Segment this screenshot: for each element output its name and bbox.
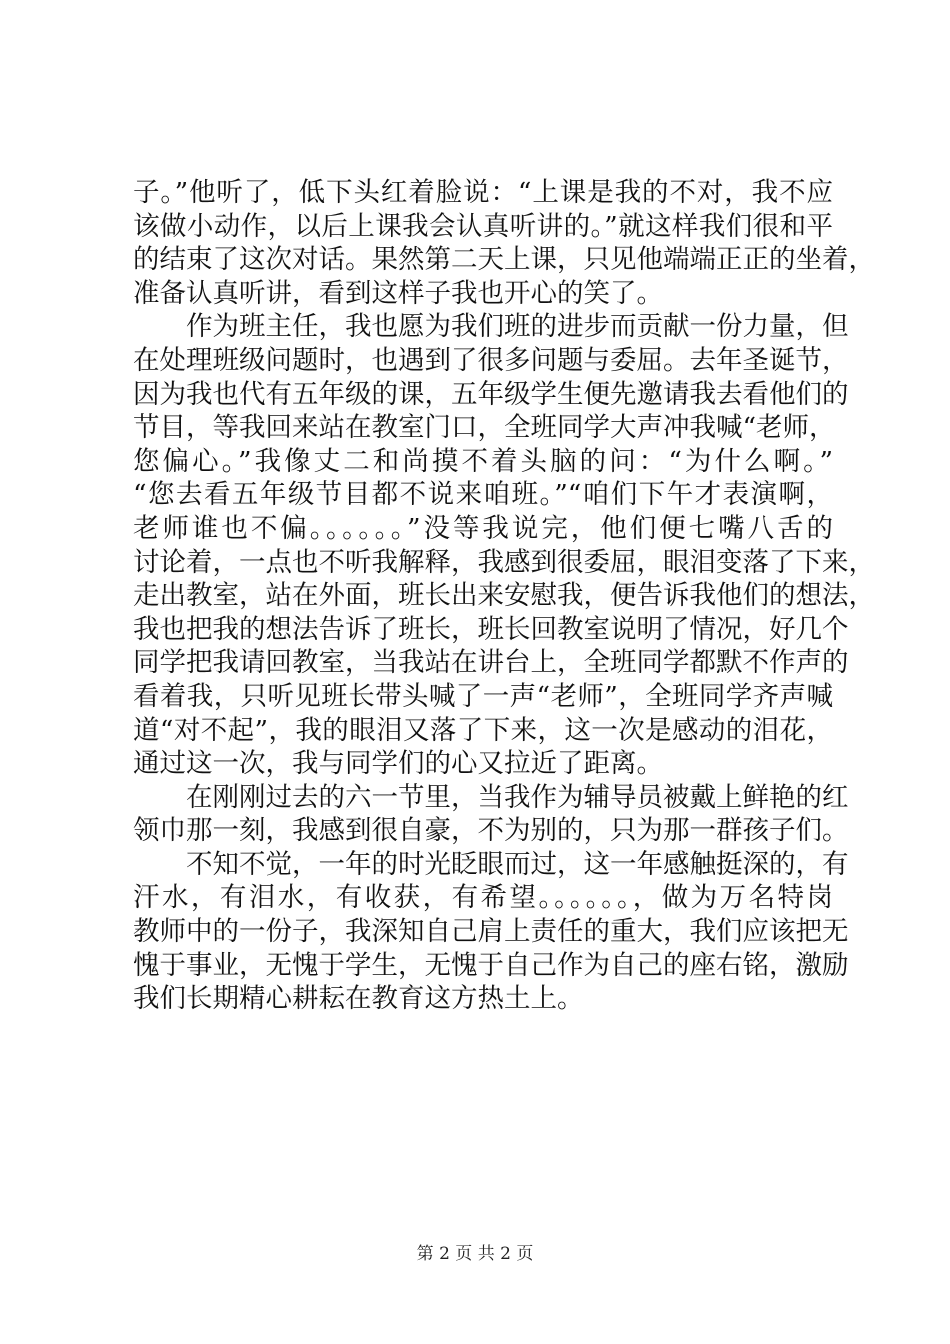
paragraph-2 — [133, 310, 875, 780]
text-line: 看着我，只听见班长带头喊了一声“老师”，全班同学齐声喊 — [133, 680, 833, 712]
text-line: 走出教室，站在外面，班长出来安慰我，便告诉我他们的想法， — [133, 580, 875, 612]
text-line: 我也把我的想法告诉了班长，班长回教室说明了情况，好几个 — [133, 613, 849, 645]
text-line: 因为我也代有五年级的课，五年级学生便先邀请我去看他们的 — [133, 378, 849, 410]
page-number-footer: 第 2 页 共 2 页 — [416, 1244, 534, 1264]
text-line: 道“对不起”，我的眼泪又落了下来，这一次是感动的泪花， — [133, 714, 833, 746]
text-line: 在刚刚过去的六一节里，当我作为辅导员被戴上鲜艳的红 — [133, 781, 849, 813]
text-line: 子。”他听了，低下头红着脸说：“上课是我的不对，我不应 — [133, 177, 833, 208]
text-line: 汗水，有泪水，有收获，有希望。。。。。。，做为万名特岗 — [133, 882, 833, 914]
text-line: 的结束了这次对话。果然第二天上课，只见他端端正正的坐着， — [133, 244, 875, 276]
text-line: 准备认真听讲，看到这样子我也开心的笑了。 — [133, 277, 663, 309]
text-line: 作为班主任，我也愿为我们班的进步而贡献一份力量，但 — [133, 311, 849, 343]
text-line: 节目，等我回来站在教室门口，全班同学大声冲我喊“老师， — [133, 412, 836, 444]
text-line: 领巾那一刻，我感到很自豪，不为别的，只为那一群孩子们。 — [133, 815, 849, 847]
paragraph-3 — [133, 781, 849, 848]
text-line: 我们长期精心耕耘在教育这方热土上。 — [133, 983, 584, 1015]
text-line: 在处理班级问题时，也遇到了很多问题与委屈。去年圣诞节， — [133, 344, 849, 376]
text-line: 讨论着，一点也不听我解释，我感到很委屈，眼泪变落了下来， — [133, 546, 875, 578]
text-line: 该做小动作，以后上课我会认真听讲的。”就这样我们很和平 — [133, 210, 833, 242]
text-line: 同学把我请回教室，当我站在讲台上，全班同学都默不作声的 — [133, 647, 849, 679]
text-line: “您去看五年级节目都不说来咱班。”“咱们下午才表演啊， — [133, 479, 833, 511]
text-line: 您偏心。”我像丈二和尚摸不着头脑的问：“为什么啊。” — [133, 445, 833, 477]
text-line: 通过这一次，我与同学们的心又拉近了距离。 — [133, 748, 663, 780]
paragraph-1 — [133, 176, 875, 310]
document-body — [133, 176, 875, 1016]
text-line: 老师谁也不偏。。。。。。”没等我说完，他们便七嘴八舌的 — [133, 512, 833, 544]
text-line: 教师中的一份子，我深知自己肩上责任的重大，我们应该把无 — [133, 916, 849, 948]
text-line: 愧于事业，无愧于学生，无愧于自己作为自己的座右铭，激励 — [133, 949, 849, 981]
text-line: 不知不觉，一年的时光眨眼而过，这一年感触挺深的，有 — [133, 848, 849, 880]
paragraph-4 — [133, 848, 849, 1016]
